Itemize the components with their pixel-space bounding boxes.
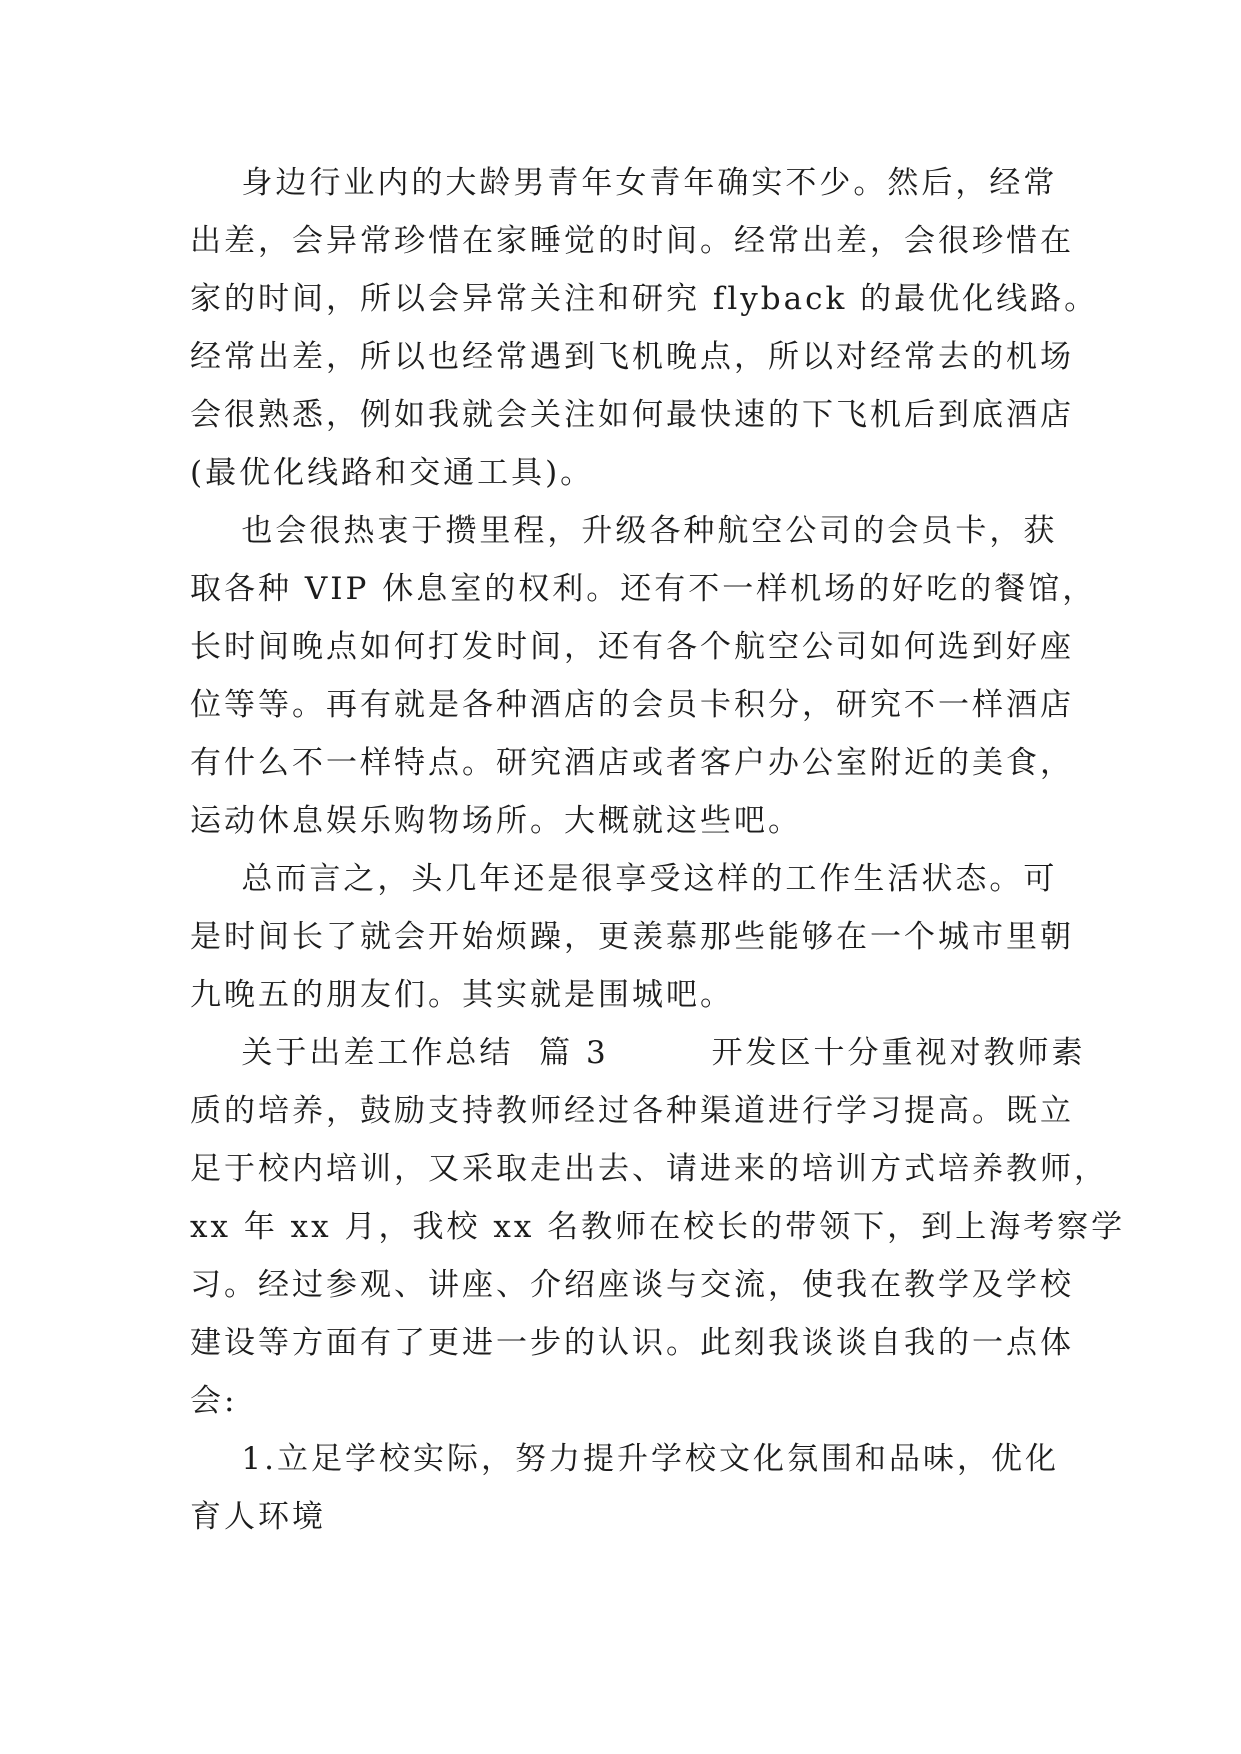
text-line: 育人环境 xyxy=(190,1499,326,1535)
paragraph-5 xyxy=(190,1430,1080,1546)
text-line: 也会很热衷于攒里程，升级各种航空公司的会员卡，获 xyxy=(190,513,1058,549)
paragraph-2 xyxy=(190,502,1097,850)
paragraph-4 xyxy=(190,1024,1126,1430)
text-line: 长时间晚点如何打发时间，还有各个航空公司如何选到好座 xyxy=(190,629,1074,665)
paragraph-1 xyxy=(190,154,1099,502)
text-line: 身边行业内的大龄男青年女青年确实不少。然后，经常 xyxy=(190,165,1058,201)
text-line: 关于出差工作总结 篇 3 开发区十分重视对教师素 xyxy=(190,1035,1086,1071)
text-line: 经常出差，所以也经常遇到飞机晚点，所以对经常去的机场 xyxy=(190,339,1074,375)
text-line: 1.立足学校实际，努力提升学校文化氛围和品味，优化 xyxy=(190,1441,1059,1477)
text-line: 有什么不一样特点。研究酒店或者客户办公室附近的美食， xyxy=(190,745,1074,781)
text-line: 取各种 VIP 休息室的权利。还有不一样机场的好吃的餐馆， xyxy=(190,571,1097,607)
text-line: 是时间长了就会开始烦躁，更羡慕那些能够在一个城市里朝 xyxy=(190,919,1074,955)
text-line: 会很熟悉，例如我就会关注如何最快速的下飞机后到底酒店 xyxy=(190,397,1074,433)
text-line: 出差，会异常珍惜在家睡觉的时间。经常出差，会很珍惜在 xyxy=(190,223,1074,259)
text-line: 家的时间，所以会异常关注和研究 flyback 的最优化线路。 xyxy=(190,281,1099,317)
text-line: 九晚五的朋友们。其实就是围城吧。 xyxy=(190,977,734,1013)
text-line: 足于校内培训，又采取走出去、请进来的培训方式培养教师， xyxy=(190,1151,1108,1187)
document-body xyxy=(190,154,1126,1546)
text-line: 会: xyxy=(190,1383,238,1419)
text-line: 建设等方面有了更进一步的认识。此刻我谈谈自我的一点体 xyxy=(190,1325,1074,1361)
text-line: 位等等。再有就是各种酒店的会员卡积分，研究不一样酒店 xyxy=(190,687,1074,723)
text-line: (最优化线路和交通工具)。 xyxy=(190,455,595,491)
text-line: 习。经过参观、讲座、介绍座谈与交流，使我在教学及学校 xyxy=(190,1267,1074,1303)
text-line: 质的培养，鼓励支持教师经过各种渠道进行学习提高。既立 xyxy=(190,1093,1074,1129)
text-line: 总而言之，头几年还是很享受这样的工作生活状态。可 xyxy=(190,861,1058,897)
paragraph-3 xyxy=(190,850,1080,1024)
text-line: xx 年 xx 月，我校 xx 名教师在校长的带领下，到上海考察学 xyxy=(190,1209,1126,1245)
text-line: 运动休息娱乐购物场所。大概就这些吧。 xyxy=(190,803,802,839)
